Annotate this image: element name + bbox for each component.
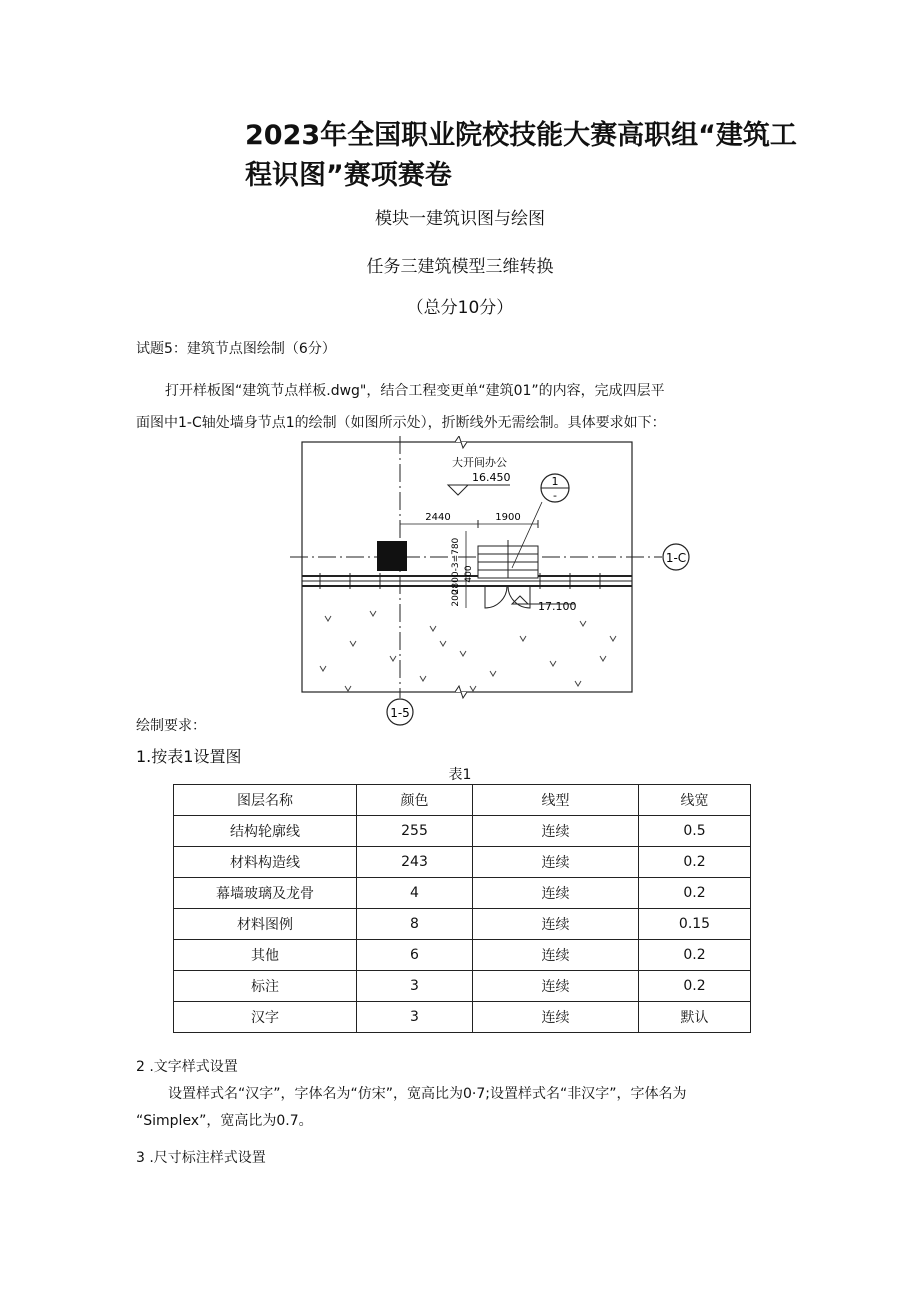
table-cell: 8 (357, 909, 473, 940)
table-header-row (174, 785, 751, 816)
table-cell: 4 (357, 878, 473, 909)
layer-settings-table (173, 784, 751, 1033)
table-cell: 0.2 (639, 940, 751, 971)
table-cell: 标注 (174, 971, 357, 1002)
table-cell: 幕墙玻璃及龙骨 (174, 878, 357, 909)
drawing-requirements-label: 绘制要求： (136, 718, 206, 734)
dim-2440: 2440 (425, 512, 451, 523)
dim-vertical-3: 200 (451, 589, 461, 607)
table-cell: 连续 (473, 909, 639, 940)
table-cell: 0.2 (639, 971, 751, 1002)
step-2-text-line-1: 设置样式名“汉字”，字体名为“仿宋”，宽高比为0·7;设置样式名“非汉字”，字体名为 (168, 1086, 687, 1102)
table-caption: 表1 (448, 767, 472, 783)
table-cell: 连续 (473, 816, 639, 847)
detail-sheet: - (553, 489, 557, 502)
table-row (174, 816, 751, 847)
wall-detail-drawing (290, 436, 700, 726)
table-cell: 材料构造线 (174, 847, 357, 878)
structural-column (377, 541, 407, 571)
room-label: 大开间办公 (452, 456, 507, 469)
task-heading: 任务三建筑模型三维转换 (366, 257, 554, 277)
table-row (174, 940, 751, 971)
table-cell: 0.15 (639, 909, 751, 940)
ground-hatch (320, 611, 616, 691)
table-cell: 连续 (473, 1002, 639, 1033)
header-cell: 颜色 (357, 785, 473, 816)
table-cell: 3 (357, 971, 473, 1002)
question-heading: 试题5：建筑节点图绘制（6分） (136, 341, 336, 357)
table-cell: 连续 (473, 878, 639, 909)
table-row (174, 1002, 751, 1033)
dim-vertical-1: 2800-3=780 (451, 537, 461, 595)
table-cell: 连续 (473, 971, 639, 1002)
table-row (174, 971, 751, 1002)
elevation-bottom: 17.100 (538, 600, 577, 613)
module-heading: 模块一建筑识图与绘图 (375, 209, 545, 229)
table-cell: 其他 (174, 940, 357, 971)
step-3: 3 .尺寸标注样式设置 (136, 1150, 266, 1166)
table-cell: 结构轮廓线 (174, 816, 357, 847)
detail-number: 1 (551, 475, 559, 488)
table-cell: 材料图例 (174, 909, 357, 940)
table-cell: 默认 (639, 1002, 751, 1033)
table-row (174, 878, 751, 909)
table-row (174, 909, 751, 940)
dim-vertical-2: 400 (464, 565, 474, 583)
header-cell: 图层名称 (174, 785, 357, 816)
table-cell: 6 (357, 940, 473, 971)
table-cell: 0.2 (639, 878, 751, 909)
axis-label-1-c: 1-C (665, 551, 687, 565)
step-1: 1.按表1设置图 (136, 747, 242, 766)
axis-label-1-5: 1-5 (390, 706, 410, 720)
dim-1900: 1900 (495, 512, 521, 523)
header-cell: 线型 (473, 785, 639, 816)
elevation-top: 16.450 (472, 471, 511, 484)
table-cell: 243 (357, 847, 473, 878)
table-cell: 0.5 (639, 816, 751, 847)
table-cell: 3 (357, 1002, 473, 1033)
table-cell: 连续 (473, 940, 639, 971)
header-cell: 线宽 (639, 785, 751, 816)
instruction-line-1: 打开样板图“建筑节点样板.dwg"，结合工程变更单“建筑01”的内容，完成四层平 (165, 383, 665, 399)
table-cell: 汉字 (174, 1002, 357, 1033)
table-cell: 连续 (473, 847, 639, 878)
table-row (174, 847, 751, 878)
total-score: （总分10分） (406, 298, 514, 318)
instruction-line-2: 面图中1-C轴处墙身节点1的绘制（如图所示处），折断线外无需绘制。具体要求如下： (136, 415, 666, 431)
step-2: 2 .文字样式设置 (136, 1059, 238, 1075)
table-cell: 255 (357, 816, 473, 847)
table-cell: 0.2 (639, 847, 751, 878)
document-title: 2023年全国职业院校技能大赛高职组“建筑工程识图”赛项赛卷 (245, 120, 797, 191)
step-2-text-line-2: “Simplex”，宽高比为0.7。 (136, 1113, 313, 1129)
